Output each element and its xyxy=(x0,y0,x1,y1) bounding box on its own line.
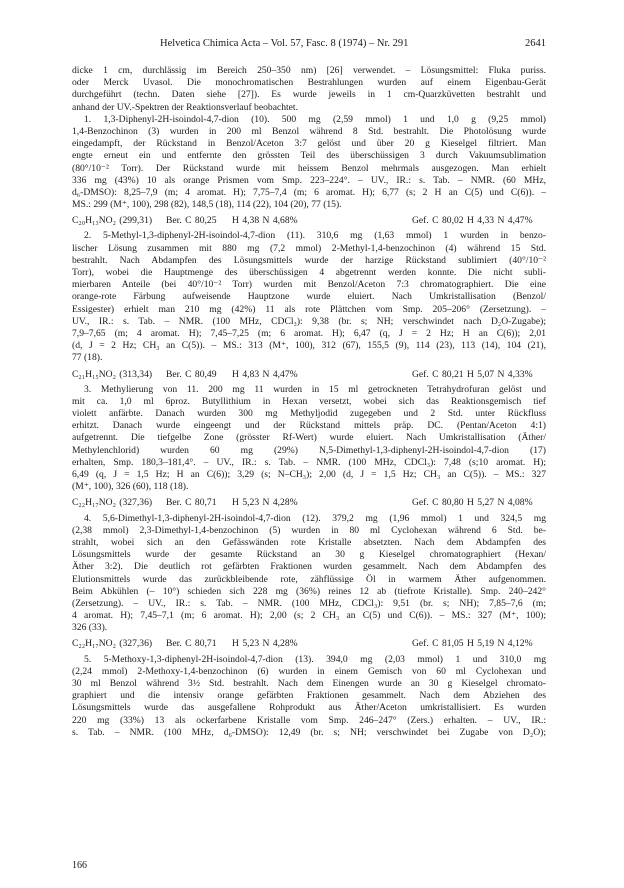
text-line: 4 aromat. H); 7,45–7,1 (m; 6 aromat. H); 2,00 (s; 2 CH₃ an C(5) und C(6)). – MS.: 327 (M⁺, 100); xyxy=(72,610,546,622)
text-line: Elutionsmittels wurde das zurückbleibende rote, zähflüssige Öl in warmem Äther aufgenommen. xyxy=(72,573,546,585)
text-line: 326 (33). xyxy=(72,622,108,634)
text-line: Äther 3:2). Die deutlich rot gefärbten Fraktionen wurden gesammelt. Nach dem Abdampfen des xyxy=(72,561,546,573)
text-line: eingedampft, der Rückstand in Benzol/Aceton 3:7 gelöst und über 20 g Kieselgel filtriert. Man xyxy=(72,138,546,150)
text-line: (d, J = 2 Hz; CH₃ an C(5)). – MS.: 313 (M⁺, 100), 312 (67), 155,5 (9), 114 (23), 113 (14), 104 (21), xyxy=(72,340,546,352)
text-line: 2. 5-Methyl-1,3-diphenyl-2H-isoindol-4,7-dion (11). 310,6 mg (1,63 mmol) 1 wurden in benzo- xyxy=(84,230,546,242)
text-line: violett anfärbte. Danach wurden 300 mg Methyljodid zugegeben und 2 Std. unter Rückfluss xyxy=(72,408,546,420)
text-line: 336 mg (43%) 10 als orange Prismen vom Smp. 223–224°. – UV., IR.: s. Tab. – NMR. (60 MHz, xyxy=(72,174,546,186)
text-line: lischer Lösung zusammen mit 880 mg (7,2 mmol) 2-Methyl-1,4-benzochinon (4) während 15 Std. xyxy=(72,242,546,254)
text-line: (80°/10⁻² Torr). Der Rückstand wurde mit heissem Benzol mehrmals ausgezogen. Man erhielt xyxy=(72,162,546,174)
text-line: 6,49 (q, J = 1,5 Hz; H an C(6)); 3,29 (s; N–CH₃); 2,00 (d, J = 1,5 Hz; CH₃ an C(5)). – MS.: 327 xyxy=(72,469,546,480)
text-line: 3. Methylierung von 11. 200 mg 11 wurden in 15 ml getrockneten Tetrahydrofuran gelöst und xyxy=(84,383,546,395)
text-line: graphiert und die intensiv orange gefärbten Fraktionen gesammelt. Nach dem Abziehen des xyxy=(72,690,546,702)
text-line: 5. 5-Methoxy-1,3-diphenyl-2H-isoindol-4,7-dion (13). 394,0 mg (2,03 mmol) 1 und 310,0 mg xyxy=(84,653,546,665)
text-line: (M⁺, 100), 326 (60), 118 (18). xyxy=(72,481,189,493)
text-line: bestrahlt. Nach Abdampfen des Lösungsmittels wurde der harzige Rückstand sublimiert (40°/10⁻² xyxy=(72,254,546,266)
calculated-h-n: H 4,38 N 4,68% xyxy=(232,215,298,227)
article-body xyxy=(72,65,546,739)
text-line: erhalten, Smp. 180,3–181,4°. – UV., IR.: s. Tab. – NMR. (100 MHz, CDCl₃): 7,48 (s;10 aromat. H); xyxy=(72,456,546,468)
text-line: MS.: 299 (M⁺, 100), 298 (82), 148,5 (18), 114 (22), 104 (20), 77 (15). xyxy=(72,199,342,211)
text-line: oder Merck Uvasol. Die monochromatischen Bestrahlungen wurden auf einem Eigenbau-Gerät xyxy=(72,77,546,89)
text-line: mierbaren Anteile (bei 40°/10⁻² Torr) wurden mit Benzol/Aceton 7:3 chromatographiert. Die eine xyxy=(72,279,546,291)
running-header xyxy=(72,38,546,54)
text-line: durchgeführt (techn. Daten siehe [27]). Es wurde jeweils in 1 cm-Quarzküvetten bestrahlt und xyxy=(72,89,546,101)
elemental-analysis-line xyxy=(72,638,546,650)
text-line: 30 ml Benzol während 3½ Std. bestrahlt. Nach dem Einengen wurde an 30 g Kieselgel chromato- xyxy=(72,678,546,689)
text-line: Essigester) erhielt man 210 mg (42%) 11 als rote Plättchen vom Smp. 205–206° (Zersetzung). – xyxy=(72,303,546,315)
found-analysis: Gef. C 80,21 H 5,07 N 4,33% xyxy=(412,368,533,380)
molecular-formula: C₂₀H₁₃NO₂ (299,31) xyxy=(72,215,153,227)
text-line: 77 (18). xyxy=(72,352,103,364)
running-title: Helvetica Chimica Acta – Vol. 57, Fasc. 8 (1974) – Nr. 291 xyxy=(160,38,409,49)
text-line: 220 mg (33%) 13 als ockerfarbene Kristalle vom Smp. 246–247° (Zers.) erhalten. – UV., IR.: xyxy=(72,714,546,726)
page-number: 2641 xyxy=(525,38,546,49)
found-analysis: Gef. C 80,80 H 5,27 N 4,08% xyxy=(412,497,533,509)
text-line: (2,24 mmol) 2-Methoxy-1,4-benzochinon (6) wurden in einem Gemisch von 60 ml Cyclohexan und xyxy=(72,665,546,677)
calculated-h-n: H 5,23 N 4,28% xyxy=(232,638,298,650)
text-line: UV., IR.: s. Tab. – NMR. (100 MHz, CDCl₃): 9,38 (br. s; NH; verschwindet nach D₂O-Zugabe); xyxy=(72,315,546,327)
calculated-h-n: H 5,23 N 4,28% xyxy=(232,497,298,509)
calculated-carbon: Ber. C 80,25 xyxy=(166,215,217,227)
found-analysis: Gef. C 81,05 H 5,19 N 4,12% xyxy=(412,638,533,650)
text-line: Beim Abkühlen (– 10°) schieden sich 228 mg (36%) reines 12 ab (tiefrote Kristalle). Smp. 240–242° xyxy=(72,585,546,597)
calculated-h-n: H 4,83 N 4,47% xyxy=(232,368,298,380)
text-line: 1,4-Benzochinon (3) wurden in 200 ml Benzol während 8 Std. bestrahlt. Die Photolösung wurde xyxy=(72,125,546,137)
text-line: Torr), wobei die Hauptmenge des überschüssigen 4 abgetrennt werden konnte. Die nicht subli- xyxy=(72,267,546,278)
elemental-analysis-line xyxy=(72,369,546,381)
elemental-analysis-line xyxy=(72,497,546,509)
text-line: aufgetrennt. Die tiefgelbe Zone (grösster Rf-Wert) wurde eluiert. Nach Umkristallisation (Äther/ xyxy=(72,432,546,444)
text-line: anhand der UV.-Spektren der Reaktionsverlauf beobachtet. xyxy=(72,101,298,113)
elemental-analysis-line xyxy=(72,215,546,227)
text-line: 1. 1,3-Diphenyl-2H-isoindol-4,7-dion (10). 500 mg (2,59 mmol) 1 und 1,0 g (9,25 mmol) xyxy=(84,113,546,125)
calculated-carbon: Ber. C 80,49 xyxy=(166,368,217,380)
text-line: (2,38 mmol) 2,3-Dimethyl-1,4-benzochinon (5) wurden in 80 ml Cyclohexan während 6 Std. be- xyxy=(72,524,546,536)
footer-page-label: 166 xyxy=(72,860,87,871)
text-line: Lösungsmittels wurde der gesamte Rückstand an 30 g Kieselgel chromatographiert (Hexan/ xyxy=(72,549,546,561)
text-line: Methylenchlorid) wurden 60 mg (29%) N,5-Dimethyl-1,3-diphenyl-2H-isoindol-4,7-dion (17) xyxy=(72,444,546,456)
text-line: (Zersetzung). – UV., IR.: s. Tab. – NMR. (100 MHz, CDCl₃): 9,51 (br. s; NH); 7,85–7,6 (m; xyxy=(72,597,546,609)
text-line: orange-rote Färbung aufweisende Hauptzone wurde eluiert. Nach Umkristallisation (Benzol/ xyxy=(72,291,546,303)
text-line: 4. 5,6-Dimethyl-1,3-diphenyl-2H-isoindol-4,7-dion (12). 379,2 mg (1,96 mmol) 1 und 324,5 mg xyxy=(84,512,546,524)
calculated-carbon: Ber. C 80,71 xyxy=(166,638,217,650)
text-line: dicke 1 cm, durchlässig im Bereich 250–350 nm) [26] verwendet. – Lösungsmittel: Fluka puriss. xyxy=(72,65,546,76)
found-analysis: Gef. C 80,02 H 4,33 N 4,47% xyxy=(412,215,533,227)
molecular-formula: C₂₁H₁₅NO₂ (313,34) xyxy=(72,368,153,380)
text-line: d₆-DMSO): 8,25–7,9 (m; 4 aromat. H); 7,75–7,4 (m; 6 aromat. H); 6,77 (s; 2 H an C(5) und C(6)). – xyxy=(72,186,546,198)
molecular-formula: C₂₂H₁₇NO₂ (327,36) xyxy=(72,638,153,650)
text-line: 7,9–7,65 (m; 4 aromat. H); 7,45–7,25 (m; 6 aromat. H); 6,47 (q, J = 2 Hz; H an C(6)); 2,01 xyxy=(72,327,546,339)
text-line: mit ca. 1,0 ml 6proz. Butyllithium in Hexan versetzt, wobei sich das Reaktionsgemisch tief xyxy=(72,395,546,407)
text-line: engte erneut ein und entfernte den grössten Teil des überschüssigen 3 durch Vakuumsublimation xyxy=(72,150,546,162)
calculated-carbon: Ber. C 80,71 xyxy=(166,497,217,509)
text-line: s. Tab. – NMR. (100 MHz, d₆-DMSO): 12,49 (br. s; NH; verschwindet bei Zugabe von D₂O); xyxy=(72,726,546,738)
text-line: erhitzt. Danach wurde eingeengt und der Rückstand mittels präp. DC. (Pentan/Aceton 4:1) xyxy=(72,420,546,432)
text-line: strahlt, wobei sich an den Gefässwänden rote Kristalle absetzten. Nach dem Abdampfen des xyxy=(72,536,546,548)
text-line: Lösungsmittels wurde das ausgefallene Rohprodukt aus Äther/Aceton umkristallisiert. Es wurden xyxy=(72,702,546,714)
molecular-formula: C₂₂H₁₇NO₂ (327,36) xyxy=(72,497,153,509)
